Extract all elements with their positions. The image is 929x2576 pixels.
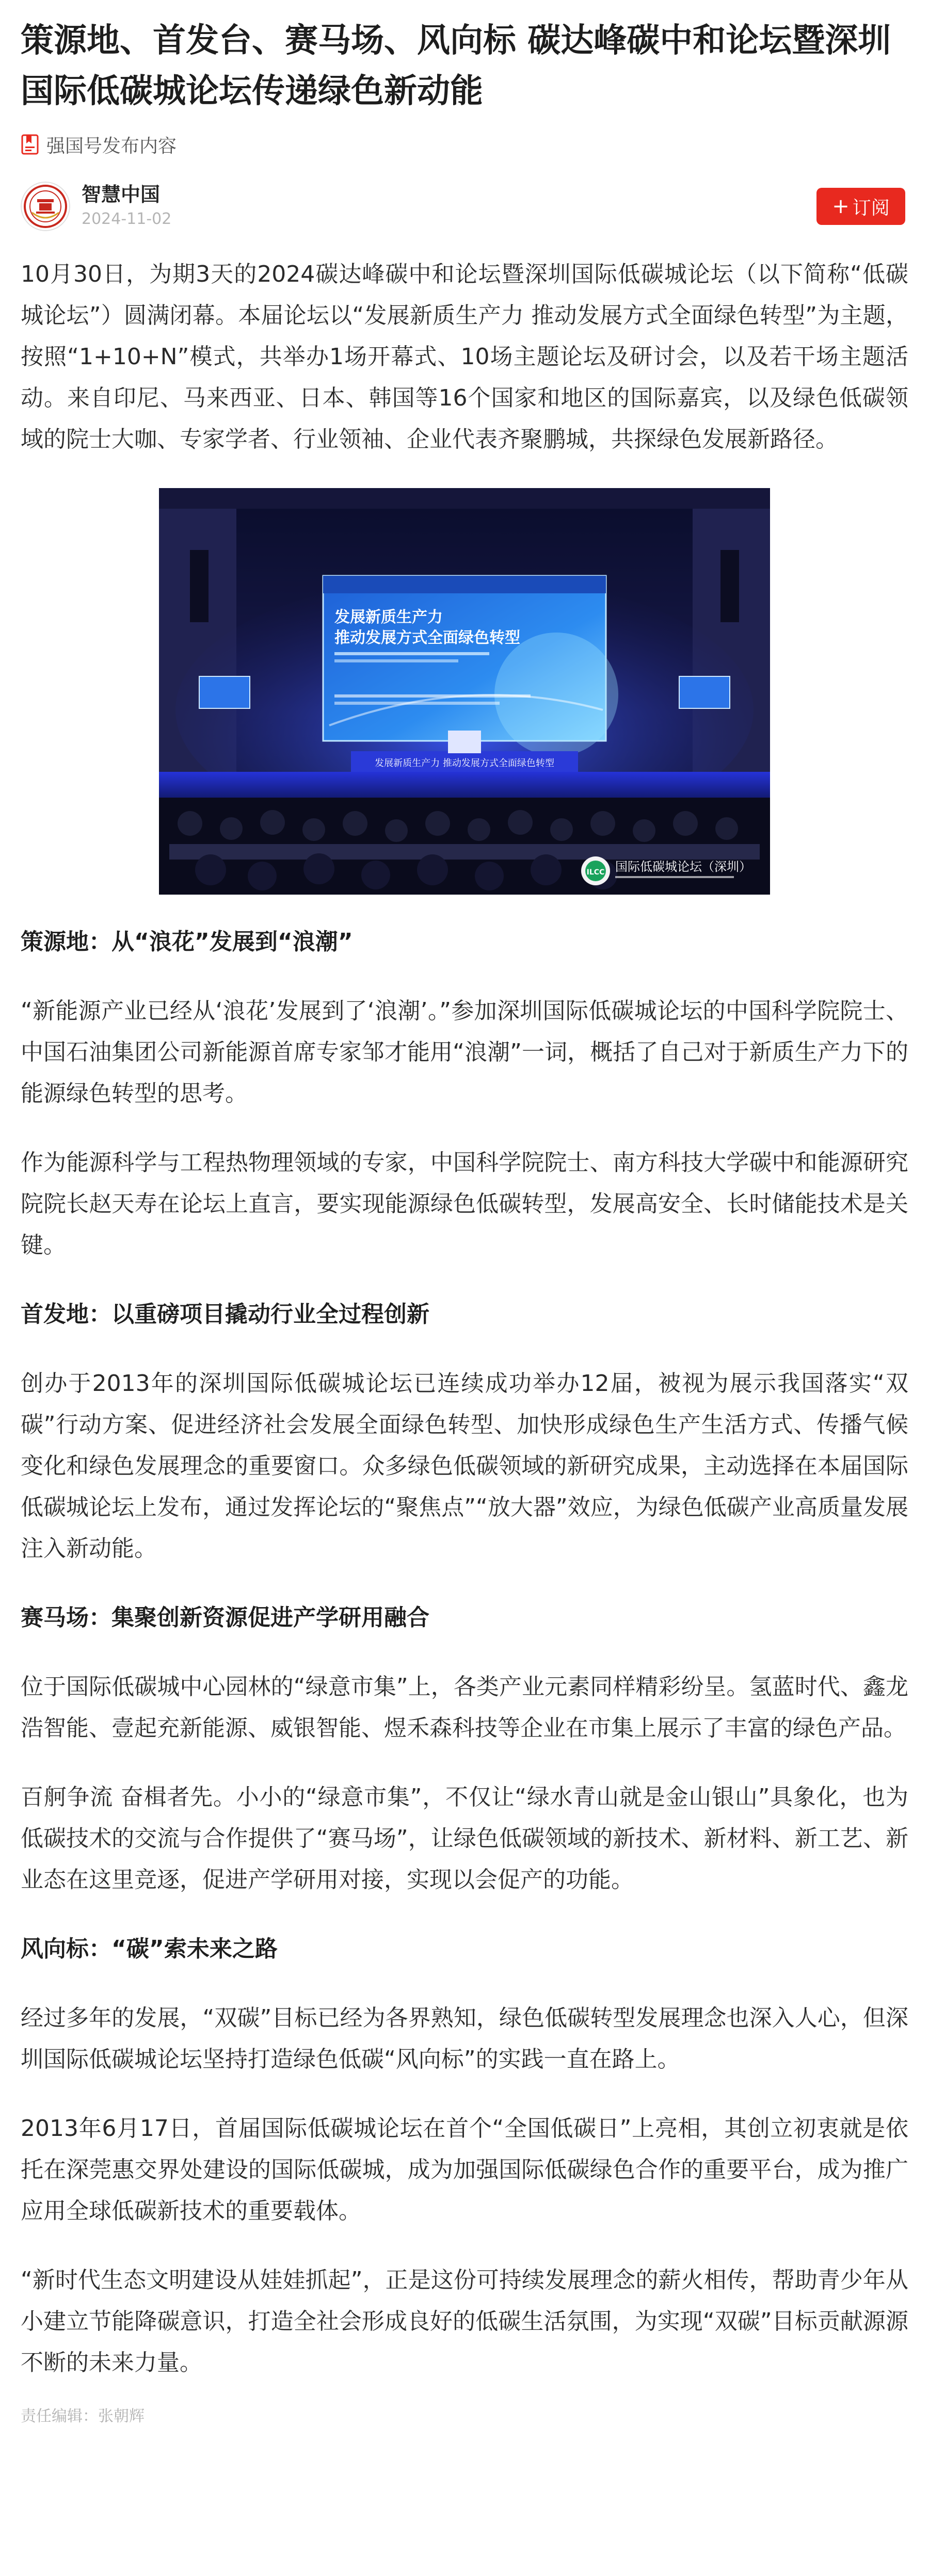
svg-text:ILCC: ILCC xyxy=(586,868,605,877)
screen-heading-line-2: 推动发展方式全面绿色转型 xyxy=(334,629,520,647)
subscribe-label: 订阅 xyxy=(852,197,890,219)
section-heading: 风向标：“碳”索未来之路 xyxy=(21,1936,278,1962)
paragraph: 经过多年的发展，“双碳”目标已经为各界熟知，绿色低碳转型发展理念也深入人心，但深圳国际低碳城论坛坚持打造绿色低碳“风向标”的实践一直在路上。 xyxy=(21,2005,908,2072)
publish-date: 2024-11-02 xyxy=(82,210,172,228)
paragraph: 百舸争流 奋楫者先。小小的“绿意市集”，不仅让“绿水青山就是金山银山”具象化，也为低碳技术的交流与合作提供了“赛马场”，让绿色低碳领域的新技术、新材料、新工艺、新业态在这里竞逐，促进产学研用对接，实现以会促产的功能。 xyxy=(21,1784,908,1893)
stage-banner-text: 发展新质生产力 推动发展方式全面绿色转型 xyxy=(375,758,554,769)
paragraph: 位于国际低碳城中心园林的“绿意市集”上，各类产业元素同样精彩纷呈。氢蓝时代、鑫龙浩智能、壹起充新能源、威银智能、煜禾森科技等企业在市集上展示了丰富的绿色产品。 xyxy=(21,1674,908,1741)
plus-icon: + xyxy=(832,195,850,218)
paragraph: 创办于2013年的深圳国际低碳城论坛已连续成功举办12届，被视为展示我国落实“双碳”行动方案、促进经济社会发展全面绿色转型、加快形成绿色生产生活方式、传播气候变化和绿色发展理念的重要窗口。众多绿色低碳领域的新研究成果，主动选择在本届国际低碳城论坛上发布，通过发挥论坛的“聚焦点”“放大器”效应，为绿色低碳产业高质量发展注入新动能。 xyxy=(21,1370,908,1562)
author-row xyxy=(21,181,908,232)
source-label: 强国号发布内容 xyxy=(46,135,177,157)
paragraph: 作为能源科学与工程热物理领域的专家，中国科学院院士、南方科技大学碳中和能源研究院院长赵天寿在论坛上直言，要实现能源绿色低碳转型，发展高安全、长时储能技术是关键。 xyxy=(21,1149,908,1258)
section-heading: 赛马场：集聚创新资源促进产学研用融合 xyxy=(21,1605,429,1631)
paragraph: 2013年6月17日，首届国际低碳城论坛在首个“全国低碳日”上亮相，其创立初衷就是依托在深莞惠交界处建设的国际低碳城，成为加强国际低碳绿色合作的重要平台，成为推广应用全球低碳新技术的重要载体。 xyxy=(21,2115,908,2224)
author-avatar[interactable] xyxy=(21,182,70,231)
paragraph: “新时代生态文明建设从娃娃抓起”，正是这份可持续发展理念的薪火相传，帮助青少年从小建立节能降碳意识，打造全社会形成良好的低碳生活氛围，为实现“双碳”目标贡献源源不断的未来力量。 xyxy=(21,2267,908,2376)
forum-stage-photo xyxy=(159,488,770,895)
author-name[interactable]: 智慧中国 xyxy=(82,183,161,206)
paragraph: 10月30日，为期3天的2024碳达峰碳中和论坛暨深圳国际低碳城论坛（以下简称“低碳城论坛”）圆满闭幕。本届论坛以“发展新质生产力 推动发展方式全面绿色转型”为主题，按照“1+10+N”模式，共举办1场开幕式、10场主题论坛及研讨会，以及若干场主题活动。来自印尼、马来西亚、日本、韩国等16个国家和地区的国际嘉宾，以及绿色低碳领域的院士大咖、专家学者、行业领袖、企业代表齐聚鹏城，共探绿色发展新路径。 xyxy=(21,261,908,452)
article-title: 策源地、首发台、赛马场、风向标 碳达峰碳中和论坛暨深圳国际低碳城论坛传递绿色新动能 xyxy=(21,22,891,110)
bookmark-icon xyxy=(21,134,39,155)
section-heading: 策源地：从“浪花”发展到“浪潮” xyxy=(21,929,353,955)
section-heading: 首发地：以重磅项目撬动行业全过程创新 xyxy=(21,1301,429,1327)
svg-text:国际低碳城论坛（深圳）: 国际低碳城论坛（深圳） xyxy=(615,860,751,874)
author-meta xyxy=(82,182,171,231)
paragraph: “新能源产业已经从‘浪花’发展到了‘浪潮’。”参加深圳国际低碳城论坛的中国科学院院士、中国石油集团公司新能源首席专家邹才能用“浪潮”一词，概括了自己对于新质生产力下的能源绿色转型的思考。 xyxy=(21,998,908,1107)
subscribe-button[interactable] xyxy=(816,188,905,225)
responsible-editor: 责任编辑：张朝辉 xyxy=(21,2407,145,2425)
source-row xyxy=(21,130,908,159)
screen-heading-line-1: 发展新质生产力 xyxy=(334,608,443,626)
article-body xyxy=(21,254,908,2428)
